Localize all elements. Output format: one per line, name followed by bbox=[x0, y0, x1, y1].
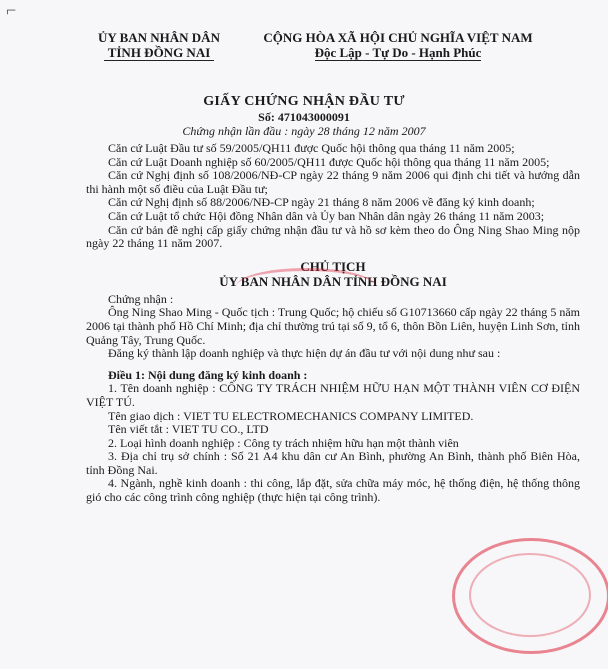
authority-heading-line-1: CHỦ TỊCH bbox=[300, 258, 366, 274]
national-motto bbox=[238, 30, 558, 61]
preamble-item: Căn cứ Nghị định số 88/2006/NĐ-CP ngày 21 tháng 8 năm 2006 về đăng ký kinh doanh; bbox=[108, 195, 535, 210]
official-seal bbox=[452, 538, 608, 654]
preamble-item: Căn cứ Luật Đầu tư số 59/2005/QH11 được Quốc hội thông qua tháng 11 năm 2005; bbox=[108, 141, 515, 155]
motto-line-2: Độc Lập - Tự Do - Hạnh Phúc bbox=[314, 45, 482, 60]
article-1-item: 3. Địa chỉ trụ sở chính : Số 21 A4 khu dân cư An Bình, phường An Bình, thành phố Biên Hòa, tỉnh Đồng Nai. bbox=[86, 449, 580, 477]
document-body bbox=[86, 142, 580, 505]
article-1-title: Điều 1: Nội dung đăng ký kinh doanh : bbox=[108, 367, 308, 382]
article-1-item: 4. Ngành, nghề kinh doanh : thi công, lắp đặt, sửa chữa máy móc, hệ thống điện, hệ thống thông gió cho các công trình công nghiệp (thực hiện tại công trình). bbox=[86, 476, 580, 505]
certification-item: Ông Ning Shao Ming - Quốc tịch : Trung Quốc; hộ chiếu số G10713660 cấp ngày 22 tháng 5 năm 2006 tại thành phố Hồ Chí Minh; địa chỉ thường trú tại số 9, tổ 6, thôn Bồn Liên, huyện Linh Sơn, tỉnh Quảng Tây, Trung Quốc. bbox=[86, 305, 580, 347]
preamble-item: Căn cứ Nghị định số 108/2006/NĐ-CP ngày 22 tháng 9 năm 2006 qui định chi tiết và hướng dẫn thi hành một số điều của Luật Đầu tư; bbox=[86, 168, 580, 196]
authority-line-2: TỈNH ĐỒNG NAI bbox=[104, 45, 215, 61]
document-number: Số: 471043000091 bbox=[258, 110, 350, 124]
article-1-item: 1. Tên doanh nghiệp : CÔNG TY TRÁCH NHIỆM HỮU HẠN MỘT THÀNH VIÊN CƠ ĐIỆN VIỆT TÚ. bbox=[86, 381, 580, 409]
preamble-item: Căn cứ bản đề nghị cấp giấy chứng nhận đầu tư và hồ sơ kèm theo do Ông Ning Shao Ming nộp ngày 22 tháng 11 năm 2007. bbox=[86, 222, 580, 251]
article-1-item: Tên viết tắt : VIET TU CO., LTD bbox=[108, 422, 269, 437]
authority-heading-line-2: ỦY BAN NHÂN DÂN TỈNH ĐỒNG NAI bbox=[219, 273, 447, 289]
document-title: GIẤY CHỨNG NHẬN ĐẦU TƯ bbox=[203, 94, 405, 109]
preamble-item: Căn cứ Luật Doanh nghiệp số 60/2005/QH11 được Quốc hội thông qua tháng 11 năm 2005; bbox=[108, 154, 550, 169]
official-seal-inner-ring bbox=[469, 553, 591, 637]
certification-item: Đăng ký thành lập doanh nghiệp và thực hiện dự án đầu tư với nội dung như sau : bbox=[108, 346, 501, 361]
corner-mark: ⌐ bbox=[6, 0, 17, 20]
certification-item: Chứng nhận : bbox=[108, 291, 174, 306]
seal-fragment bbox=[236, 268, 376, 305]
document-date: Chứng nhận lần đầu : ngày 28 tháng 12 năm 2007 bbox=[182, 124, 426, 138]
issuing-authority bbox=[84, 30, 234, 61]
preamble-item: Căn cứ Luật tổ chức Hội đồng Nhân dân và Ủy ban Nhân dân ngày 26 tháng 11 năm 2003; bbox=[108, 208, 545, 223]
motto-line-1: CỘNG HÒA XÃ HỘI CHỦ NGHĨA VIỆT NAM bbox=[263, 30, 533, 45]
title-block bbox=[0, 94, 608, 139]
document-header bbox=[0, 30, 608, 70]
authority-line-1: ỦY BAN NHÂN DÂN bbox=[98, 30, 220, 45]
article-1-item: 2. Loại hình doanh nghiệp : Công ty trách nhiệm hữu hạn một thành viên bbox=[108, 435, 459, 450]
article-1-item: Tên giao dịch : VIET TU ELECTROMECHANICS COMPANY LIMITED. bbox=[108, 408, 474, 423]
